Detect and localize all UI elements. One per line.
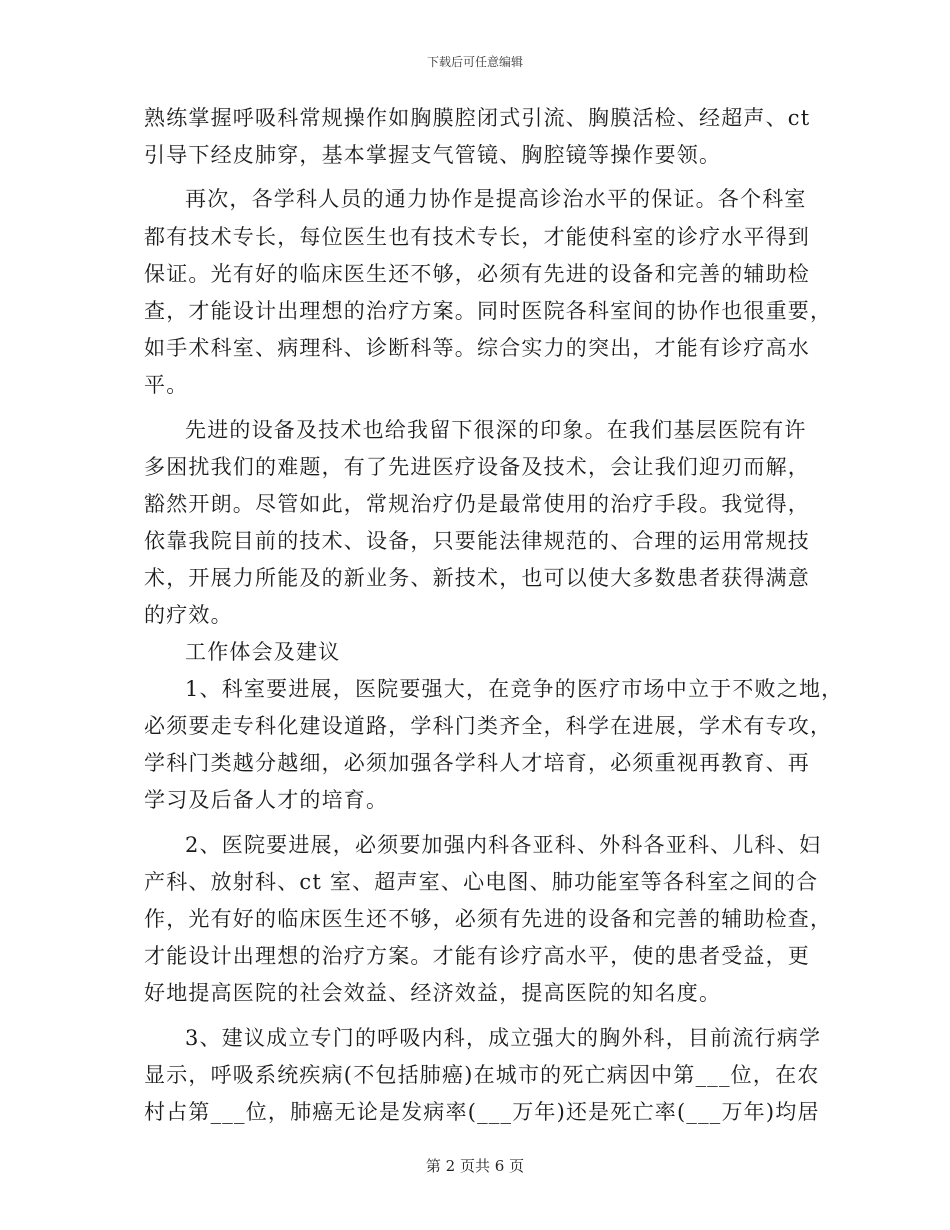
text-line: 先进的设备及技术也给我留下很深的印象。在我们基层医院有许 xyxy=(185,418,807,442)
text-line: 依靠我院目前的技术、设备，只要能法律规范的、合理的运用常规技 xyxy=(144,529,810,553)
text-line: 才能设计出理想的治疗方案。才能有诊疗高水平，使的患者受益，更 xyxy=(144,944,810,968)
text-line: 保证。光有好的临床医生还不够，必须有先进的设备和完善的辅助检 xyxy=(144,262,810,286)
page-number: 第 2 页共 6 页 xyxy=(425,1157,525,1175)
page-header: 下载后可任意编辑 xyxy=(426,55,523,69)
text-line: 学习及后备人才的培育。 xyxy=(144,788,389,812)
section-heading: 工作体会及建议 xyxy=(185,640,341,664)
text-line: 必须要走专科化建设道路，学科门类齐全，科学在进展，学术有专攻， xyxy=(144,714,833,738)
text-line: 显示，呼吸系统疾病(不包括肺癌)在城市的死亡病因中第___位，在农 xyxy=(144,1063,820,1087)
text-line: 查，才能设计出理想的治疗方案。同时医院各科室间的协作也很重要， xyxy=(144,299,833,323)
text-line: 都有技术专长，每位医生也有技术专长，才能使科室的诊疗水平得到 xyxy=(144,225,810,249)
text-line: 产科、放射科、ct 室、超声室、心电图、肺功能室等各科室之间的合 xyxy=(144,870,819,894)
text-line: 多困扰我们的难题，有了先进医疗设备及技术，会让我们迎刃而解， xyxy=(144,455,810,479)
text-line: 村占第___位，肺癌无论是发病率(___万年)还是死亡率(___万年)均居 xyxy=(144,1100,820,1124)
text-line: 引导下经皮肺穿，基本掌握支气管镜、胸腔镜等操作要领。 xyxy=(144,143,722,167)
text-line: 学科门类越分越细，必须加强各学科人才培育，必须重视再教育、再 xyxy=(144,751,810,775)
text-line: 作，光有好的临床医生还不够，必须有先进的设备和完善的辅助检查， xyxy=(144,907,833,931)
text-line: 3、建议成立专门的呼吸内科，成立强大的胸外科，目前流行病学 xyxy=(185,1026,822,1050)
text-line: 豁然开朗。尽管如此，常规治疗仍是最常使用的治疗手段。我觉得， xyxy=(144,492,810,516)
text-line: 熟练掌握呼吸科常规操作如胸膜腔闭式引流、胸膜活检、经超声、ct xyxy=(144,106,811,130)
text-line: 1、科室要进展，医院要强大，在竞争的医疗市场中立于不败之地， xyxy=(185,677,844,701)
text-line: 平。 xyxy=(144,373,189,397)
text-line: 的疗效。 xyxy=(144,603,233,627)
text-line: 再次，各学科人员的通力协作是提高诊治水平的保证。各个科室 xyxy=(185,187,807,211)
text-line: 好地提高医院的社会效益、经济效益，提高医院的知名度。 xyxy=(144,981,722,1005)
text-line: 2、医院要进展，必须要加强内科各亚科、外科各亚科、儿科、妇 xyxy=(185,833,822,857)
text-line: 术，开展力所能及的新业务、新技术，也可以使大多数患者获得满意 xyxy=(144,566,810,590)
text-line: 如手术科室、病理科、诊断科等。综合实力的突出，才能有诊疗高水 xyxy=(144,336,810,360)
